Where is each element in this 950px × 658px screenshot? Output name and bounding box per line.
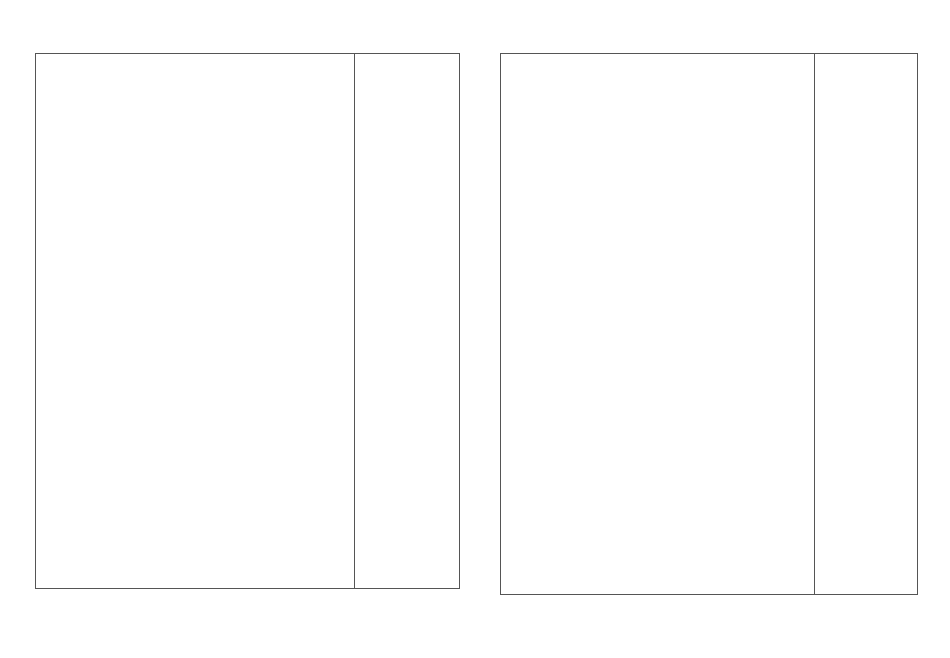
right-column-divider xyxy=(814,54,815,594)
right-panel xyxy=(500,53,918,595)
left-panel xyxy=(35,53,460,589)
left-column-divider xyxy=(354,54,355,588)
